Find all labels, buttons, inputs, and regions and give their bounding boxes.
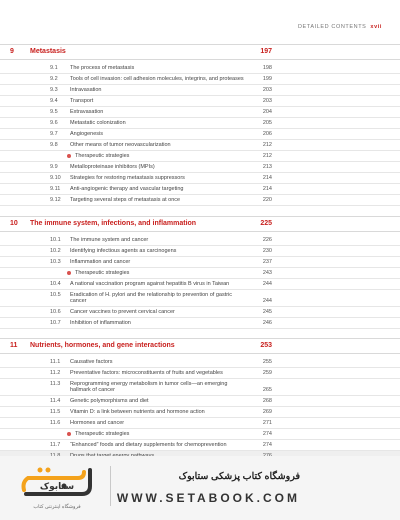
entry-page: 246 — [262, 320, 272, 326]
entry-number: 10.6 — [50, 309, 61, 315]
entry-title: Therapeutic strategies — [75, 153, 130, 159]
toc-entry[interactable] — [0, 396, 400, 407]
entry-title: Causative factors — [70, 359, 113, 365]
entry-title: Hormones and cancer — [70, 420, 125, 426]
entry-number: 9.9 — [50, 164, 58, 170]
chapter-title: The immune system, infections, and inflammation — [30, 220, 197, 227]
entry-page: 268 — [262, 398, 272, 404]
running-head — [298, 24, 382, 30]
entry-number: 11.5 — [50, 409, 61, 415]
entry-number: 9.3 — [50, 87, 58, 93]
entry-number: 10.7 — [50, 320, 61, 326]
bullet-dot-icon — [67, 271, 71, 275]
entry-number: 9.12 — [50, 197, 61, 203]
chapter-number: 9 — [10, 48, 14, 55]
entry-number: 9.2 — [50, 76, 58, 82]
toc-entry[interactable] — [0, 418, 400, 429]
entry-number: 10.2 — [50, 248, 61, 254]
entry-page: 212 — [262, 142, 272, 148]
entry-title: A national vaccination program against hepatitis B virus in Taiwan — [70, 281, 230, 287]
entry-title: Targeting several steps of metastasis at once — [70, 197, 181, 203]
entry-title: Inhibition of inflammation — [70, 320, 131, 326]
toc-entry[interactable] — [0, 140, 400, 151]
chapter-heading[interactable] — [0, 216, 400, 232]
entry-title: Identifying infectious agents as carcinogens — [70, 248, 177, 254]
toc-entry[interactable] — [0, 279, 400, 290]
entry-title: Genetic polymorphisms and diet — [70, 398, 149, 404]
entry-title: Angiogenesis — [70, 131, 104, 137]
toc-entry[interactable] — [0, 440, 400, 451]
toc-entry[interactable] — [0, 357, 400, 368]
entry-number: 9.8 — [50, 142, 58, 148]
entry-page: 274 — [262, 431, 272, 437]
entry-page: 198 — [262, 65, 272, 71]
running-head-page: xvii — [370, 24, 382, 30]
entry-page: 203 — [262, 98, 272, 104]
toc-entry[interactable] — [0, 184, 400, 195]
toc-entry[interactable] — [0, 118, 400, 129]
entry-page: 226 — [262, 237, 272, 243]
toc-entry[interactable] — [0, 368, 400, 379]
running-head-label: DETAILED CONTENTS — [297, 24, 367, 30]
toc-entry[interactable] — [0, 63, 400, 74]
entry-page: 259 — [262, 370, 272, 376]
chapter-title: Metastasis — [30, 48, 66, 55]
entry-number: 9.10 — [50, 175, 61, 181]
entry-page: 243 — [262, 270, 272, 276]
entry-page: 255 — [262, 359, 272, 365]
entry-number: 11.7 — [50, 442, 61, 448]
toc-entry[interactable] — [0, 129, 400, 140]
entry-title: Strategies for restoring metastasis suppressors — [70, 175, 185, 181]
toc-entry-therapeutic[interactable] — [0, 151, 400, 162]
entry-page: 244 — [262, 281, 272, 287]
bullet-dot-icon — [67, 154, 71, 158]
toc-entry[interactable] — [0, 307, 400, 318]
entry-page: 212 — [262, 153, 272, 159]
toc-entry[interactable] — [0, 379, 400, 396]
entry-number: 9.6 — [50, 120, 58, 126]
entry-title: The immune system and cancer — [70, 237, 149, 243]
entry-number: 9.5 — [50, 109, 58, 115]
entry-title: Cancer vaccines to prevent cervical cancer — [70, 309, 175, 315]
chapter-number: 11 — [10, 342, 18, 349]
chapter-10 — [0, 216, 400, 329]
entry-title: Therapeutic strategies — [75, 270, 130, 276]
entry-title: Metalloproteinase inhibitors (MPIs) — [70, 164, 155, 170]
toc-entry[interactable] — [0, 85, 400, 96]
entry-page: 271 — [262, 420, 272, 426]
entry-number: 11.2 — [50, 370, 61, 376]
entry-number: 11.6 — [50, 420, 61, 426]
toc-entry[interactable] — [0, 74, 400, 85]
entry-page: 265 — [262, 387, 272, 393]
toc-entry-therapeutic[interactable] — [0, 268, 400, 279]
entry-title: Reprogramming energy metabolism in tumor cells—an emerging hallmark of cancer — [70, 381, 228, 393]
toc-entry[interactable] — [0, 407, 400, 418]
entry-number: 10.1 — [50, 237, 61, 243]
entry-title: “Enhanced” foods and dietary supplements for chemoprevention — [70, 442, 227, 448]
entry-number: 9.4 — [50, 98, 58, 104]
entry-title: The process of metastasis — [70, 65, 135, 71]
entry-title: Metastatic colonization — [70, 120, 126, 126]
entry-number: 9.7 — [50, 131, 58, 137]
entry-title: Intravasation — [70, 87, 102, 93]
entry-page: 205 — [262, 120, 272, 126]
setabook-logo[interactable] — [18, 460, 96, 502]
entry-title: Eradication of H. pylori and the relationship to prevention of gastric cancer — [70, 292, 233, 304]
entry-number: 10.3 — [50, 259, 61, 265]
entry-title: Therapeutic strategies — [75, 431, 130, 437]
entry-title: Other means of tumor neovascularization — [70, 142, 171, 148]
footer-divider — [110, 466, 111, 506]
brand-title: فروشگاه کتاب پزشکی ستابوک — [178, 471, 300, 482]
publisher-footer — [0, 456, 400, 520]
toc-entry[interactable] — [0, 235, 400, 246]
entry-number: 11.3 — [50, 381, 61, 387]
chapter-page: 253 — [260, 342, 272, 349]
chapter-page: 225 — [260, 220, 272, 227]
entry-title: Tools of cell invasion: cell adhesion molecules, integrins, and proteases — [70, 76, 244, 82]
setabook-logo-icon — [18, 460, 96, 502]
entry-page: 269 — [262, 409, 272, 415]
entry-title: Inflammation and cancer — [70, 259, 131, 265]
logo-subtitle: فروشگاه اینترنتی کتاب — [33, 504, 81, 510]
toc-entry[interactable] — [0, 257, 400, 268]
toc-entry[interactable] — [0, 162, 400, 173]
logo-text: ستابوک — [39, 482, 75, 492]
entry-number: 11.4 — [50, 398, 61, 404]
entry-title: Preventative factors: microconstituents of fruits and vegetables — [70, 370, 223, 376]
chapter-title: Nutrients, hormones, and gene interactions — [30, 342, 175, 349]
brand-url[interactable]: WWW.SETABOOK.COM — [116, 491, 300, 505]
chapter-9 — [0, 44, 400, 206]
entry-number: 10.5 — [50, 292, 61, 298]
toc-entry[interactable] — [0, 107, 400, 118]
toc-entry[interactable] — [0, 246, 400, 257]
toc-entry[interactable] — [0, 195, 400, 206]
toc-entry[interactable] — [0, 290, 400, 307]
entry-page: 203 — [262, 87, 272, 93]
entry-number: 10.4 — [50, 281, 61, 287]
chapter-heading[interactable] — [0, 44, 400, 60]
entry-page: 244 — [262, 298, 272, 304]
entry-page: 220 — [262, 197, 272, 203]
entry-title: Transport — [70, 98, 94, 104]
entry-title: Anti-angiogenic therapy and vascular targeting — [70, 186, 184, 192]
entry-title: Extravasation — [70, 109, 104, 115]
toc-entry-therapeutic[interactable] — [0, 429, 400, 440]
entry-page: 213 — [262, 164, 272, 170]
entry-page: 199 — [262, 76, 272, 82]
toc-entry[interactable] — [0, 96, 400, 107]
entry-page: 204 — [262, 109, 272, 115]
entry-page: 274 — [262, 442, 272, 448]
entry-number: 9.1 — [50, 65, 58, 71]
entry-page: 214 — [262, 175, 272, 181]
entry-page: 214 — [262, 186, 272, 192]
bullet-dot-icon — [67, 432, 71, 436]
chapter-page: 197 — [260, 48, 272, 55]
entry-number: 11.1 — [50, 359, 61, 365]
chapter-11 — [0, 338, 400, 473]
entry-page: 245 — [262, 309, 272, 315]
entry-page: 230 — [262, 248, 272, 254]
toc-entry[interactable] — [0, 173, 400, 184]
entry-title: Vitamin D: a link between nutrients and hormone action — [70, 409, 205, 415]
chapter-number: 10 — [10, 220, 18, 227]
toc-entry[interactable] — [0, 318, 400, 329]
entry-page: 237 — [262, 259, 272, 265]
entry-number: 9.11 — [50, 186, 61, 192]
chapter-heading[interactable] — [0, 338, 400, 354]
entry-page: 206 — [262, 131, 272, 137]
